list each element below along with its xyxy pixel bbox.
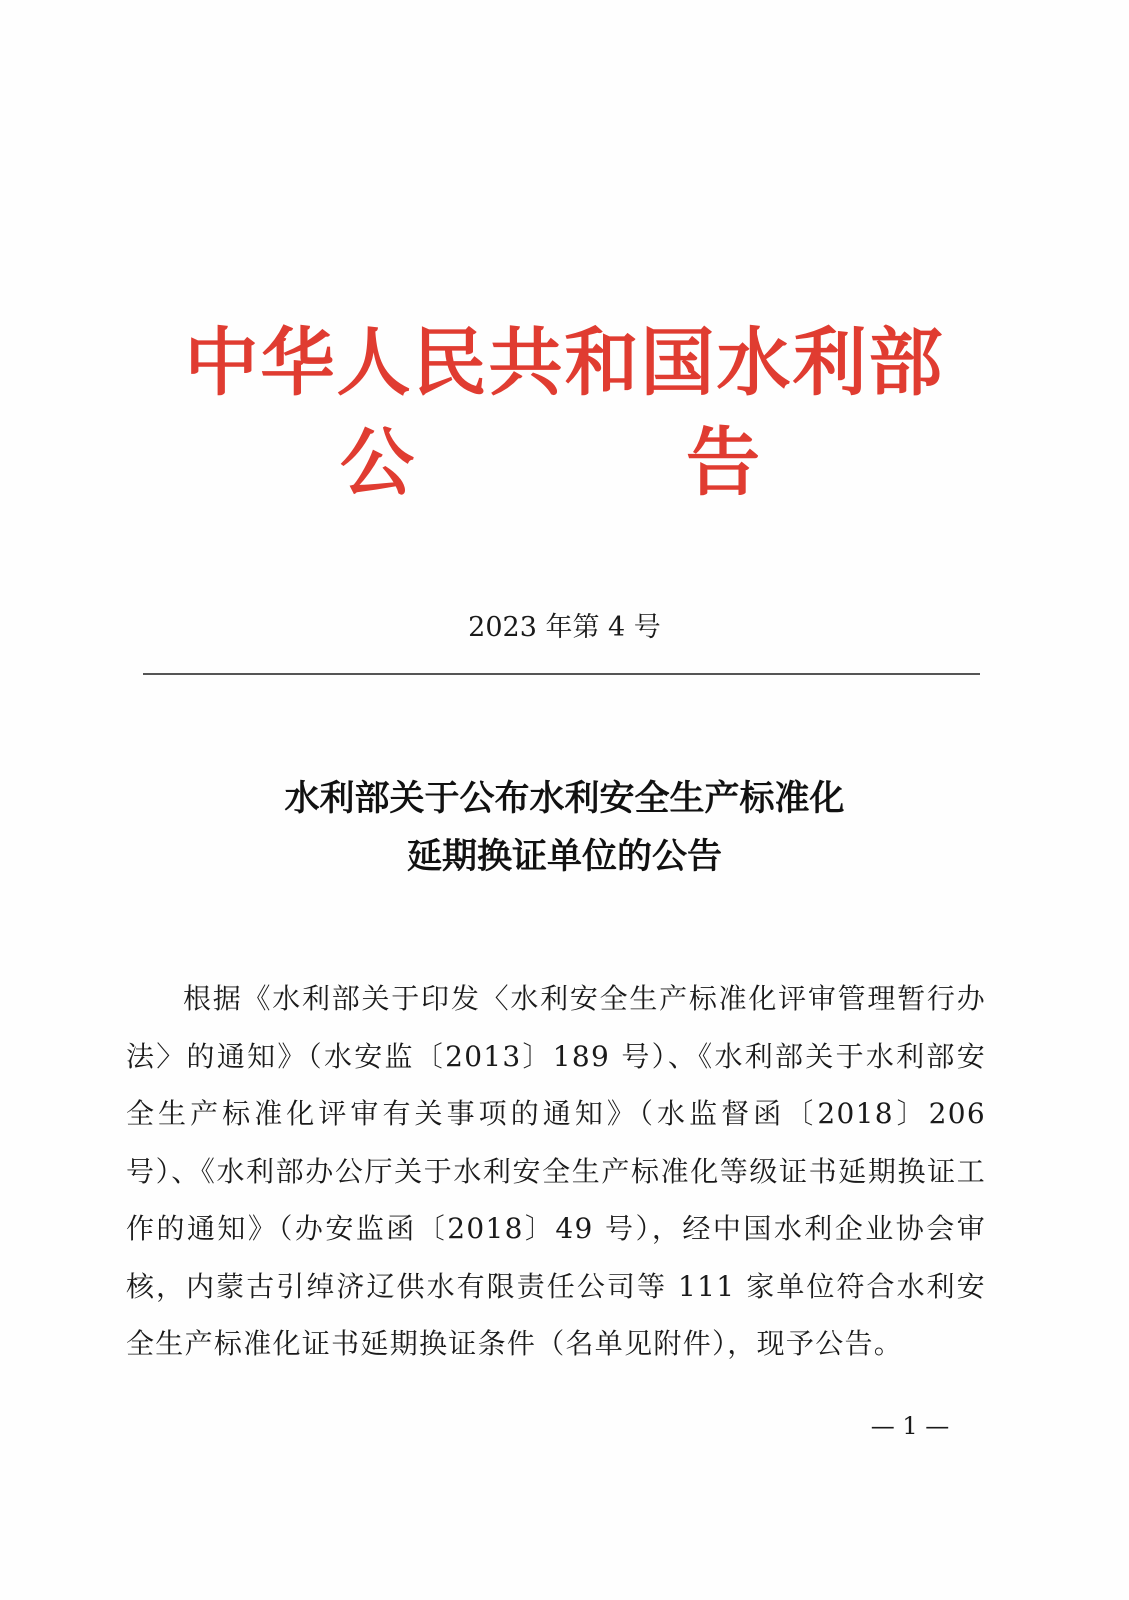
page-number: — 1 — <box>870 1412 950 1440</box>
body-paragraph: 根据《水利部关于印发〈水利安全生产标准化评审管理暂行办法〉的通知》（水安监〔2013〕189 号）、《水利部关于水利部安全生产标准化评审有关事项的通知》（水监督函〔2018〕206 号）、《水利部办公厅关于水利安全生产标准化等级证书延期换证工作的通知》（办安监函〔2018〕49 号），经中国水利企业协会审核，内蒙古引绰济辽供水有限责任公司等 111 家单位符合水利安全生产标准化证书延期换证条件（名单见附件），现予公告。 <box>126 982 986 1360</box>
title-line-1: 水利部关于公布水利安全生产标准化 <box>284 779 845 819</box>
document-type-char-2: 告 <box>686 420 760 506</box>
document-title <box>0 770 1129 886</box>
header-divider <box>143 673 980 675</box>
issuer-name: 中华人民共和国水利部 <box>184 320 945 406</box>
title-line-2: 延期换证单位的公告 <box>406 837 722 877</box>
document-type <box>340 418 760 508</box>
document-number: 2023 年第 4 号 <box>468 612 661 643</box>
document-type-char-1: 公 <box>340 420 414 506</box>
